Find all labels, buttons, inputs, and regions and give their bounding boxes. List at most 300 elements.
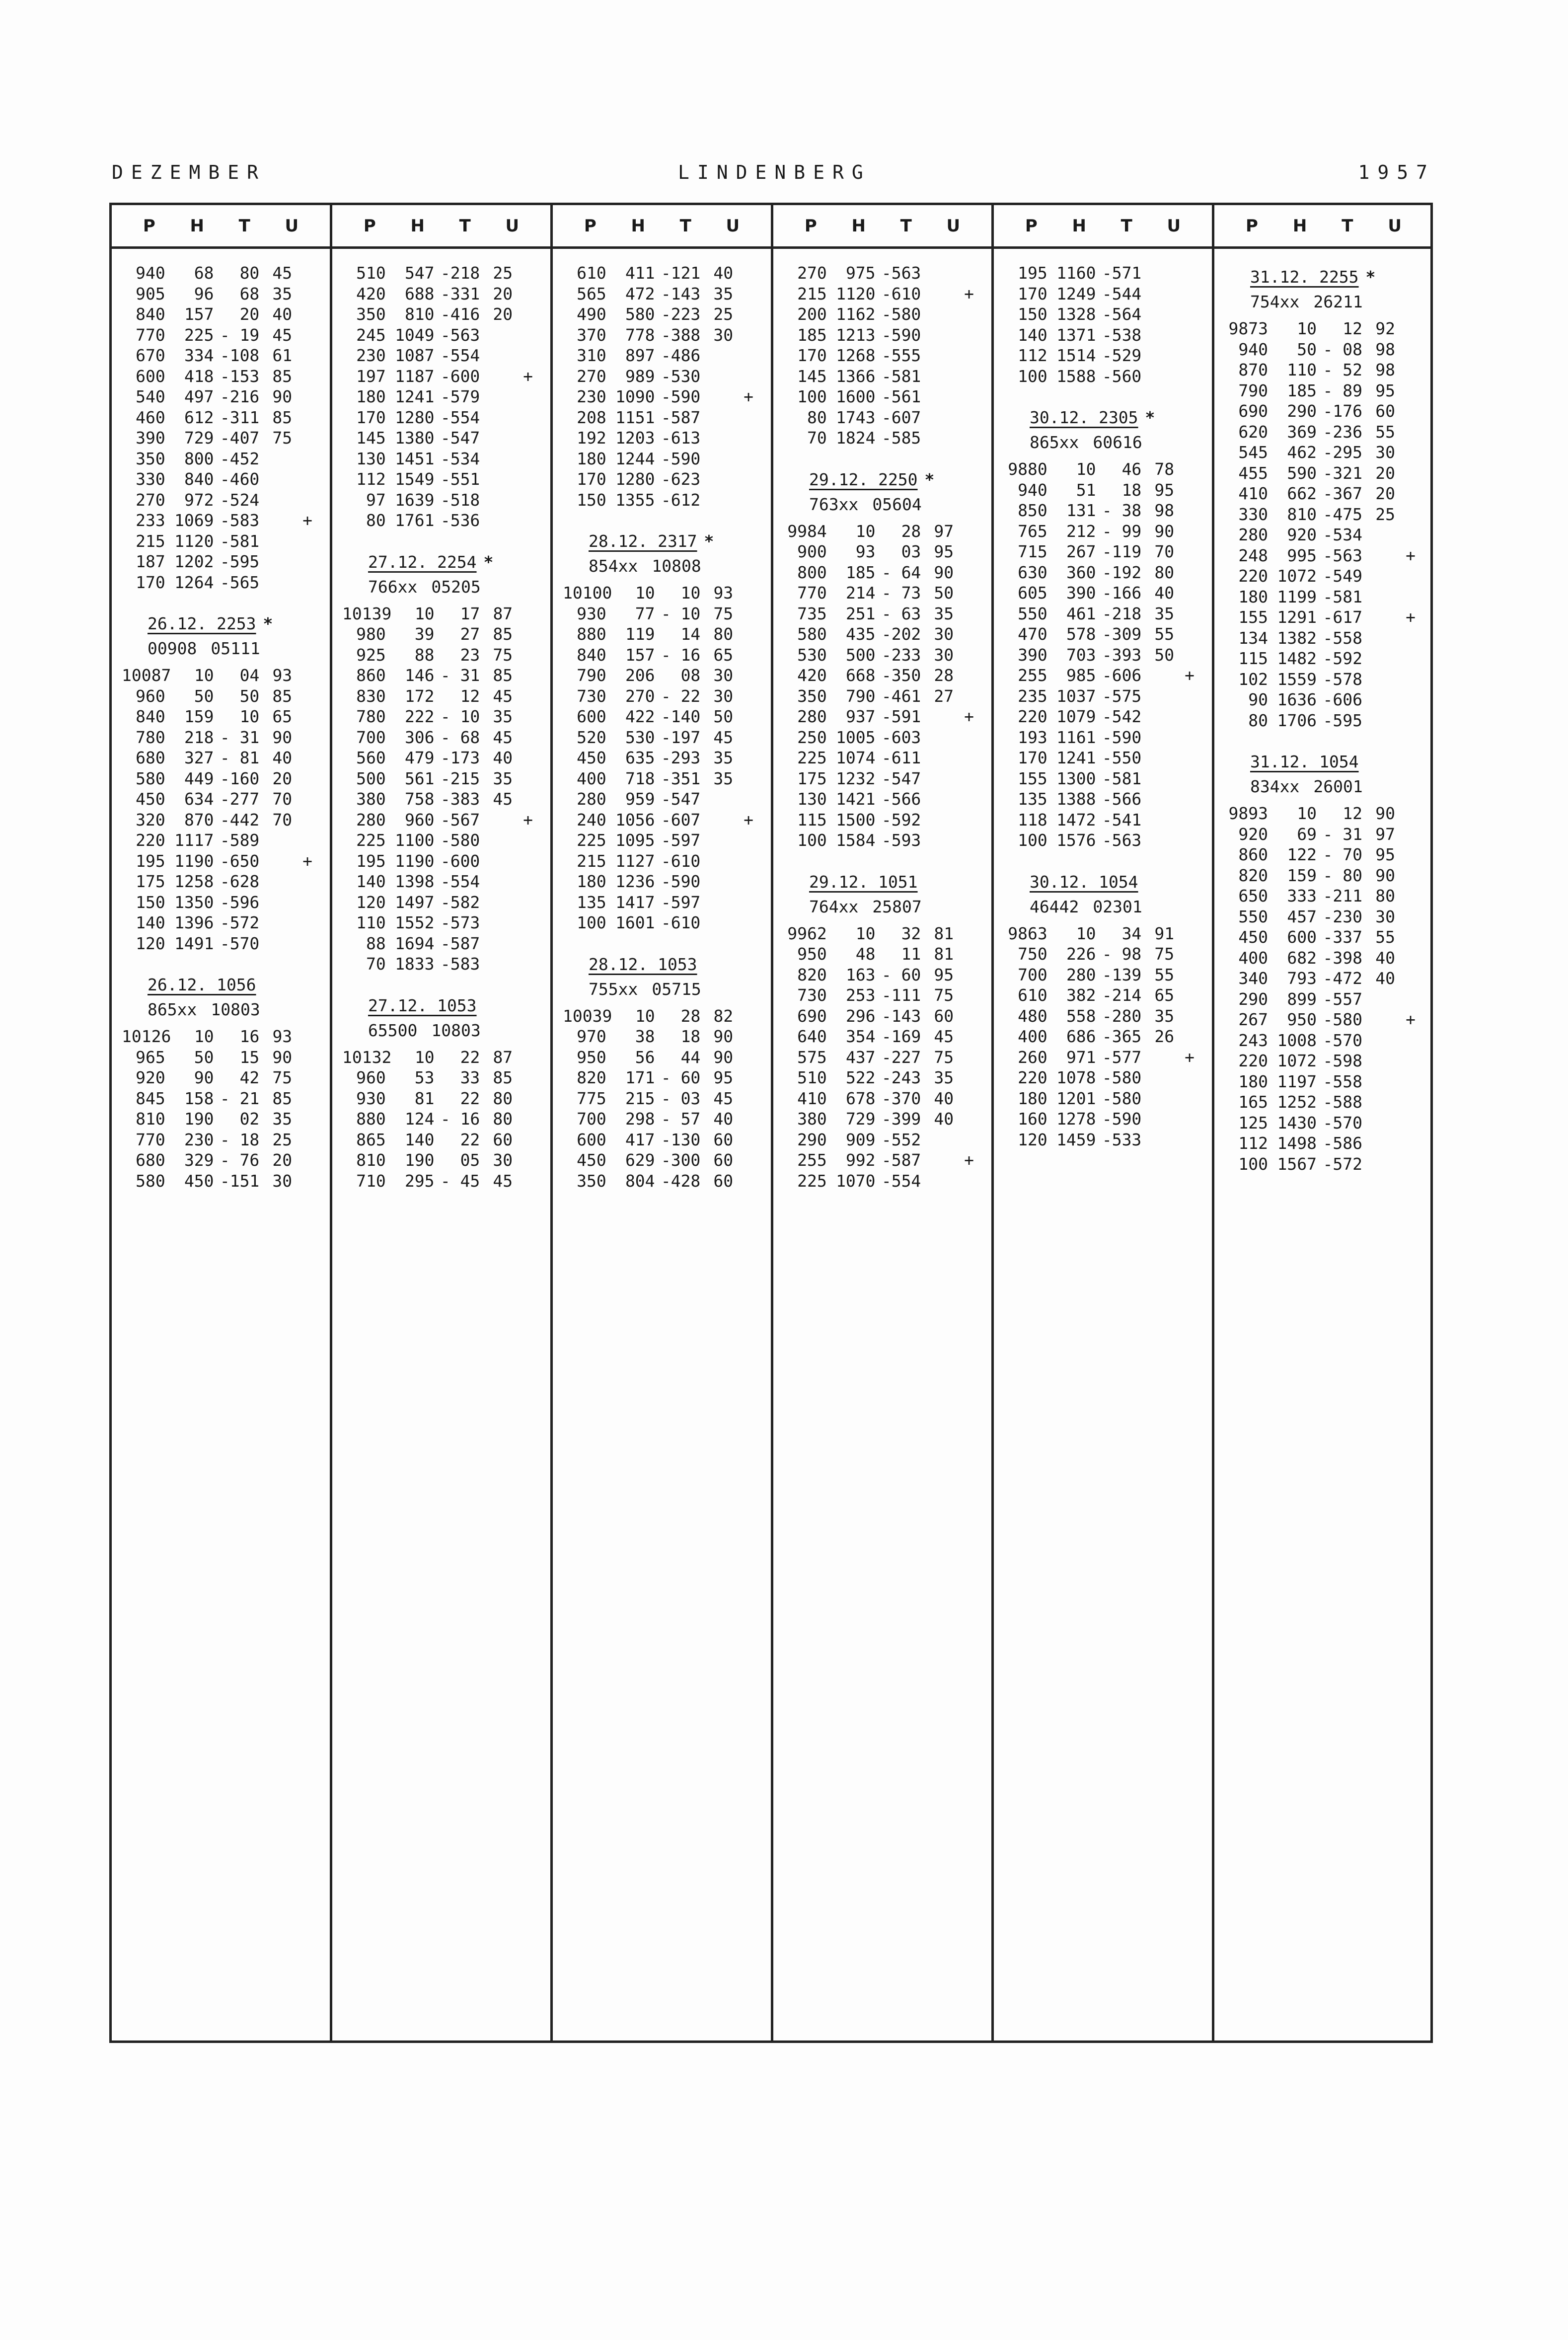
cell-p: 135 — [1018, 789, 1047, 809]
cell-mark — [513, 851, 543, 872]
column-label-p: P — [1245, 216, 1258, 236]
cell-u: 35 — [713, 768, 734, 788]
cell-h: 703 — [1066, 645, 1096, 665]
cell-t: -547 — [440, 428, 480, 448]
table-row — [1004, 304, 1205, 325]
cell-t: -587 — [440, 933, 480, 953]
cell-u — [1141, 789, 1174, 810]
cell-h: 159 — [1287, 865, 1317, 885]
cell-t: -592 — [1323, 649, 1362, 668]
cell-mark — [292, 830, 323, 851]
table-row — [783, 345, 984, 366]
cell-p: 775 — [577, 1088, 606, 1108]
cell-u — [1141, 1067, 1174, 1088]
cell-mark — [292, 933, 323, 954]
cell-u: 80 — [493, 1088, 513, 1108]
cell-h: 157 — [184, 304, 214, 324]
cell-mark — [954, 521, 984, 542]
cell-p: 850 — [1018, 501, 1047, 520]
cell-mark: + — [302, 851, 313, 871]
cell-p: 715 — [1018, 542, 1047, 561]
table-row — [783, 284, 984, 304]
cell-p: 180 — [577, 449, 606, 468]
column-label-p: P — [363, 216, 376, 236]
table-row — [1224, 483, 1426, 504]
table-row — [783, 686, 984, 707]
cell-t: -580 — [1323, 1010, 1362, 1029]
sounding-date: 27.12. 2254 — [368, 552, 477, 572]
cell-t: -590 — [661, 449, 701, 468]
table-row — [563, 871, 764, 892]
cell-h: 1291 — [1277, 607, 1317, 627]
table-row — [563, 1067, 764, 1088]
cell-p: 80 — [807, 407, 827, 427]
cell-h: 1380 — [395, 428, 435, 448]
cell-h: 1601 — [615, 913, 655, 932]
cell-h: 937 — [845, 707, 876, 726]
cell-mark — [1395, 803, 1426, 824]
cell-u — [1362, 607, 1395, 628]
table-row — [1224, 401, 1426, 422]
cell-mark — [513, 665, 543, 686]
cell-t: - 64 — [881, 562, 921, 582]
cell-u: 81 — [934, 944, 954, 964]
cell-u: 25 — [272, 1130, 293, 1149]
cell-t: - 38 — [1102, 501, 1142, 520]
table-row — [1224, 1051, 1426, 1071]
cell-h: 1079 — [1056, 707, 1096, 726]
cell-u — [259, 531, 292, 552]
cell-mark — [1395, 710, 1426, 731]
cell-h: 1451 — [395, 449, 435, 468]
cell-mark — [1395, 628, 1426, 649]
cell-u — [259, 830, 292, 851]
cell-p: 255 — [797, 1150, 827, 1170]
cell-mark — [292, 304, 323, 325]
cell-mark — [733, 830, 764, 851]
cell-p: 125 — [1238, 1113, 1268, 1132]
table-row — [783, 748, 984, 768]
cell-u — [700, 871, 733, 892]
cell-mark — [292, 469, 323, 490]
cell-t: 15 — [239, 1047, 260, 1067]
cell-u: 98 — [1154, 501, 1175, 520]
cell-u: 87 — [493, 604, 513, 623]
cell-u: 75 — [493, 645, 513, 665]
table-row — [122, 366, 323, 387]
cell-t: -530 — [661, 366, 701, 386]
cell-h: 1514 — [1056, 346, 1096, 365]
column-content — [112, 249, 330, 1191]
cell-mark: + — [964, 284, 974, 303]
cell-p: 100 — [1018, 366, 1047, 386]
cell-t: -581 — [881, 366, 921, 386]
cell-p: 965 — [136, 1047, 165, 1067]
cell-mark — [513, 604, 543, 624]
cell-u — [1362, 1071, 1395, 1092]
table-column-3 — [553, 205, 773, 2040]
table-row — [1224, 1071, 1426, 1092]
cell-h: 1005 — [836, 727, 876, 747]
cell-u: 30 — [1375, 443, 1395, 462]
cell-h: 1588 — [1056, 366, 1096, 386]
table-row — [563, 624, 764, 645]
cell-u — [921, 768, 954, 789]
cell-mark — [292, 1109, 323, 1130]
cell-t: -143 — [661, 284, 701, 303]
cell-h: 190 — [404, 1150, 435, 1170]
cell-t: -140 — [661, 707, 701, 726]
cell-t: -365 — [1102, 1027, 1142, 1046]
cell-p: 380 — [797, 1109, 827, 1129]
cell-p: 510 — [797, 1068, 827, 1087]
cell-t: - 21 — [220, 1088, 260, 1108]
cell-mark — [292, 1067, 323, 1088]
cell-u: 90 — [272, 727, 293, 747]
cell-u: 92 — [1375, 319, 1395, 338]
column-label-h: H — [190, 216, 204, 236]
cell-mark — [954, 665, 984, 686]
table-row — [1004, 583, 1205, 604]
sounding-codes — [783, 895, 984, 919]
table-row — [783, 985, 984, 1006]
cell-h: 1366 — [836, 366, 876, 386]
table-row — [342, 345, 543, 366]
table-row — [1004, 923, 1205, 944]
cell-p: 800 — [797, 562, 827, 582]
cell-p: 780 — [356, 707, 386, 726]
cell-h: 163 — [845, 965, 876, 984]
cell-h: 1833 — [395, 954, 435, 974]
cell-h: 450 — [184, 1171, 214, 1191]
cell-mark — [1174, 562, 1205, 583]
table-row — [1004, 645, 1205, 666]
cell-mark — [513, 912, 543, 933]
cell-mark — [1174, 604, 1205, 624]
cell-t: -588 — [1323, 1092, 1362, 1112]
cell-u — [259, 490, 292, 511]
cell-h: 758 — [404, 789, 435, 809]
cell-t: -542 — [1102, 707, 1142, 726]
cell-h: 530 — [625, 727, 655, 747]
cell-t: -563 — [1323, 545, 1362, 565]
sounding-codes — [342, 575, 543, 600]
table-row — [1224, 927, 1426, 948]
cell-h: 51 — [1076, 480, 1096, 500]
table-row — [342, 748, 543, 768]
cell-u — [259, 912, 292, 933]
cell-p: 450 — [1238, 927, 1268, 947]
cell-mark — [733, 706, 764, 727]
cell-p: 530 — [797, 645, 827, 665]
table-row — [1004, 366, 1205, 387]
cell-t: - 57 — [661, 1109, 701, 1129]
cell-h: 10 — [635, 1006, 655, 1026]
cell-t: -166 — [1102, 583, 1142, 603]
cell-h: 251 — [845, 604, 876, 623]
cell-mark — [292, 345, 323, 366]
table-row — [342, 1067, 543, 1088]
table-row — [1004, 604, 1205, 624]
cell-u — [700, 830, 733, 851]
table-row — [342, 428, 543, 449]
sounding-header — [342, 550, 543, 575]
cell-h: 435 — [845, 624, 876, 644]
cell-mark — [292, 1088, 323, 1109]
cell-p: 905 — [136, 284, 165, 303]
cell-t: -518 — [440, 490, 480, 510]
cell-t: -591 — [881, 707, 921, 726]
table-row — [563, 1047, 764, 1068]
table-row — [122, 686, 323, 707]
column-label-t: T — [679, 216, 691, 236]
cell-mark — [733, 1130, 764, 1150]
cell-h: 1355 — [615, 490, 655, 510]
cell-p: 310 — [577, 346, 606, 365]
cell-u: 45 — [493, 727, 513, 747]
table-row — [1004, 1006, 1205, 1027]
cell-t: 68 — [239, 284, 260, 303]
table-row — [342, 284, 543, 304]
cell-p: 9873 — [1228, 319, 1268, 338]
cell-u: 85 — [493, 624, 513, 644]
sounding-date: 26.12. 2253 — [148, 614, 256, 633]
cell-t: -121 — [661, 263, 701, 283]
cell-u — [480, 871, 513, 892]
cell-p: 480 — [1018, 1006, 1047, 1026]
cell-t: -139 — [1102, 965, 1142, 984]
column-content — [773, 249, 991, 1191]
cell-h: 158 — [184, 1088, 214, 1108]
cell-u — [480, 912, 513, 933]
cell-h: 1160 — [1056, 263, 1096, 283]
cell-t: -230 — [1323, 906, 1362, 926]
cell-h: 212 — [1066, 521, 1096, 541]
cell-u — [480, 407, 513, 428]
table-row — [563, 748, 764, 768]
cell-p: 130 — [797, 789, 827, 809]
column-label-u: U — [505, 216, 520, 236]
cell-mark — [733, 1171, 764, 1192]
cell-h: 119 — [625, 624, 655, 644]
cell-h: 1117 — [174, 830, 214, 850]
cell-u: 40 — [493, 748, 513, 767]
cell-h: 1500 — [836, 810, 876, 830]
cell-mark: + — [744, 810, 754, 830]
cell-h: 140 — [404, 1130, 435, 1149]
cell-u: 30 — [713, 325, 734, 345]
cell-p: 940 — [1238, 339, 1268, 359]
cell-t: - 16 — [440, 1109, 480, 1129]
cell-mark — [1174, 480, 1205, 501]
cell-u: 90 — [1154, 521, 1175, 541]
cell-u: 75 — [934, 1047, 954, 1067]
cell-h: 10 — [1297, 804, 1317, 823]
cell-u — [480, 892, 513, 913]
cell-h: 185 — [845, 562, 876, 582]
cell-u — [259, 469, 292, 490]
cell-h: 382 — [1066, 985, 1096, 1005]
table-row — [122, 768, 323, 789]
cell-p: 620 — [1238, 422, 1268, 442]
cell-p: 235 — [1018, 686, 1047, 706]
cell-h: 171 — [625, 1068, 655, 1087]
cell-h: 1396 — [174, 913, 214, 932]
cell-h: 333 — [1287, 886, 1317, 906]
table-row — [783, 768, 984, 789]
cell-u: 45 — [713, 727, 734, 747]
table-row — [1004, 480, 1205, 501]
cell-t: -555 — [881, 346, 921, 365]
cell-u — [921, 263, 954, 284]
table-row — [1224, 1092, 1426, 1113]
cell-h: 547 — [404, 263, 435, 283]
table-row — [122, 551, 323, 572]
table-row — [1224, 504, 1426, 525]
cell-mark — [733, 748, 764, 768]
cell-h: 10 — [1076, 923, 1096, 943]
cell-u — [1362, 1133, 1395, 1154]
cell-mark — [733, 871, 764, 892]
sounding-codes — [1224, 774, 1426, 799]
cell-mark — [733, 428, 764, 449]
sounding-codes — [1004, 895, 1205, 919]
cell-p: 170 — [356, 407, 386, 427]
cell-p: 195 — [1018, 263, 1047, 283]
cell-mark — [1395, 1071, 1426, 1092]
cell-u: 85 — [272, 1088, 293, 1108]
cell-u — [259, 551, 292, 572]
cell-h: 1491 — [174, 933, 214, 953]
table-row — [783, 1130, 984, 1150]
cell-p: 220 — [1018, 707, 1047, 726]
table-row — [342, 1150, 543, 1171]
cell-h: 1127 — [615, 851, 655, 871]
cell-t: 12 — [1343, 804, 1362, 823]
cell-p: 340 — [1238, 969, 1268, 988]
cell-p: 10039 — [563, 1006, 612, 1026]
table-row — [783, 366, 984, 387]
cell-mark — [1395, 906, 1426, 927]
cell-mark — [954, 407, 984, 428]
cell-u: 90 — [713, 1027, 734, 1046]
cell-mark — [733, 449, 764, 469]
cell-u: 98 — [1375, 360, 1395, 379]
cell-t: 14 — [680, 624, 701, 644]
cell-t: - 80 — [1323, 865, 1362, 885]
cell-mark — [292, 1130, 323, 1150]
table-row — [122, 572, 323, 593]
cell-t: -108 — [220, 346, 260, 365]
cell-t: -277 — [220, 789, 260, 809]
cell-mark — [292, 428, 323, 449]
cell-mark — [513, 469, 543, 490]
cell-p: 700 — [1018, 965, 1047, 984]
cell-t: -612 — [661, 490, 701, 510]
cell-mark — [513, 1067, 543, 1088]
column-label-t: T — [459, 216, 471, 236]
table-row — [783, 727, 984, 748]
cell-p: 470 — [1018, 624, 1047, 644]
table-row — [342, 510, 543, 531]
cell-t: - 45 — [440, 1171, 480, 1191]
cell-t: -565 — [220, 572, 260, 592]
cell-mark — [292, 386, 323, 407]
cell-t: -399 — [881, 1109, 921, 1129]
table-row — [1224, 566, 1426, 587]
cell-h: 50 — [194, 1047, 214, 1067]
cell-u: 90 — [272, 1047, 293, 1067]
cell-p: 925 — [356, 645, 386, 665]
cell-p: 820 — [797, 965, 827, 984]
cell-t: -572 — [220, 913, 260, 932]
table-row — [1004, 1088, 1205, 1109]
cell-h: 810 — [1287, 504, 1317, 524]
table-row — [563, 912, 764, 933]
sounding-date: 31.12. 2255 — [1250, 267, 1359, 287]
column-label-p: P — [584, 216, 597, 236]
table-row — [342, 665, 543, 686]
sounding-date: 28.12. 2317 — [589, 531, 697, 551]
cell-u: 45 — [493, 1171, 513, 1191]
cell-p: 170 — [136, 572, 165, 592]
cell-p: 88 — [366, 933, 386, 953]
cell-u — [1362, 587, 1395, 607]
cell-t: 34 — [1121, 923, 1142, 943]
cell-p: 180 — [1238, 1071, 1268, 1091]
sounding-star-marker: * — [704, 531, 714, 551]
column-label-u: U — [285, 216, 299, 236]
cell-h: 778 — [625, 325, 655, 345]
table-row — [342, 851, 543, 872]
cell-t: 22 — [460, 1088, 480, 1108]
cell-mark — [292, 1150, 323, 1171]
cell-h: 418 — [184, 366, 214, 386]
cell-u: 81 — [934, 923, 954, 943]
cell-mark — [292, 871, 323, 892]
cell-mark — [1174, 789, 1205, 810]
cell-u: 35 — [493, 768, 513, 788]
cell-u: 40 — [934, 1109, 954, 1129]
table-row — [342, 1130, 543, 1150]
cell-u: 35 — [1154, 604, 1175, 623]
cell-h: 1258 — [174, 872, 214, 891]
cell-u — [1141, 1047, 1174, 1068]
cell-mark — [292, 490, 323, 511]
cell-p: 930 — [356, 1088, 386, 1108]
cell-h: 1382 — [1277, 628, 1317, 648]
cell-u: 28 — [934, 666, 954, 685]
cell-u: 35 — [272, 284, 293, 303]
cell-mark — [1395, 989, 1426, 1010]
cell-p: 180 — [1018, 1088, 1047, 1108]
cell-u — [1141, 263, 1174, 284]
cell-mark — [954, 345, 984, 366]
cell-h: 222 — [404, 707, 435, 726]
table-row — [122, 531, 323, 552]
table-row — [783, 1026, 984, 1047]
cell-p: 950 — [797, 944, 827, 964]
cell-mark — [733, 1109, 764, 1130]
cell-p: 630 — [1018, 562, 1047, 582]
table-row — [1224, 906, 1426, 927]
table-row — [122, 407, 323, 428]
cell-mark — [513, 727, 543, 748]
cell-mark — [1395, 968, 1426, 989]
cell-t: 50 — [239, 686, 260, 706]
cell-mark — [954, 604, 984, 624]
cell-mark — [733, 1088, 764, 1109]
